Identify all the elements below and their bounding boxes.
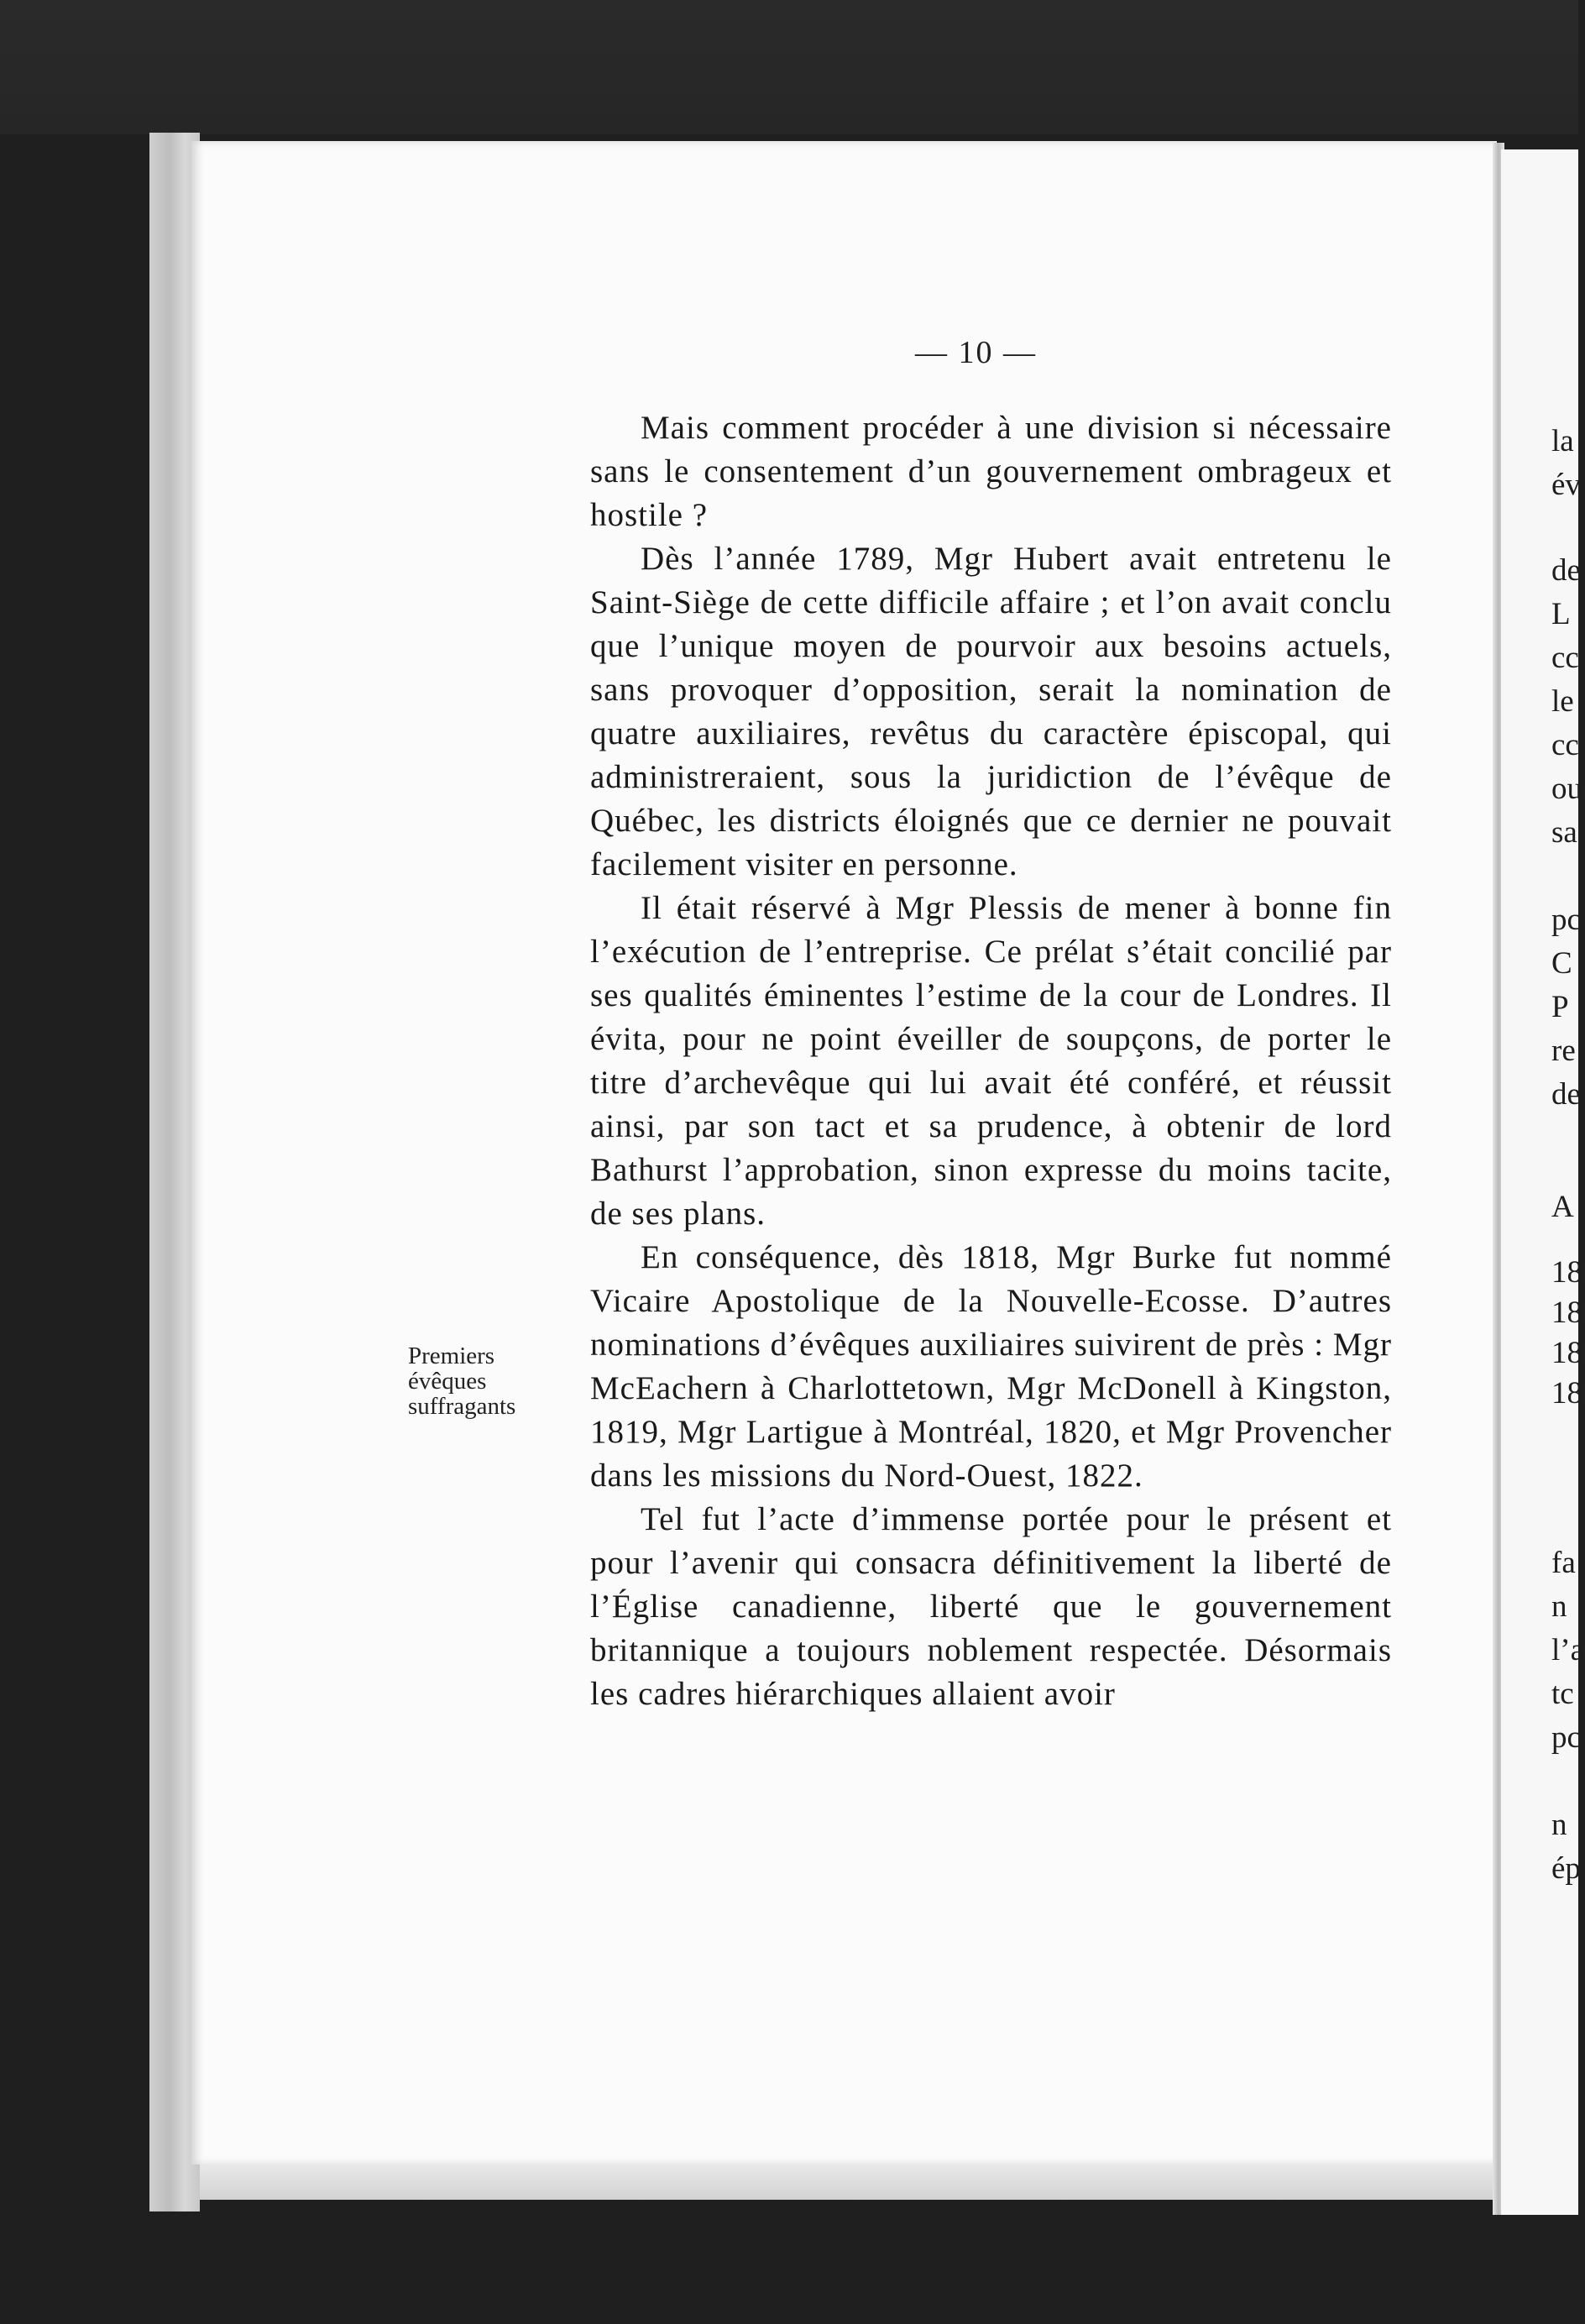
paragraph: Tel fut l’acte d’immense portée pour le présent et pour l’avenir qui consacra définitivement la liberté de l’Église canadienne, liberté que le gouvernement britannique a toujours noblement respectée. Désormais les cadres hiérarchiques allaient avoir xyxy=(590,1501,1392,1712)
fragment: de xyxy=(1551,553,1581,588)
fragment: fa xyxy=(1551,1546,1576,1580)
fragment: ép xyxy=(1551,1851,1581,1886)
fragment: l’a xyxy=(1551,1633,1585,1667)
fragment: ou xyxy=(1551,772,1582,806)
fragment: re xyxy=(1551,1034,1576,1068)
fragment: 18 xyxy=(1551,1336,1582,1370)
fragment: P xyxy=(1551,990,1569,1024)
fragment: pc xyxy=(1551,903,1581,937)
fragment: cc xyxy=(1551,728,1579,762)
page-number: — 10 — xyxy=(915,335,1037,370)
scan-background xyxy=(0,0,1578,134)
body-text xyxy=(590,406,1392,1716)
fragment: pc xyxy=(1551,1720,1581,1755)
fragment: 18 xyxy=(1551,1376,1582,1411)
fragment: de xyxy=(1551,1077,1581,1112)
fragment: la xyxy=(1551,424,1574,458)
paragraph: Il était réservé à Mgr Plessis de mener à bonne fin l’exécution de l’entreprise. Ce prélat s’était concilié par ses qualités éminentes l’estime de la cour de Londres. Il évita, pour ne point éveiller de soupçons, de porter le titre d’archevêque qui lui avait été conféré, et réussit ainsi, par son tact et sa prudence, à obtenir de lord Bathurst l’approbation, sinon expresse du moins tacite, de ses plans. xyxy=(590,890,1392,1232)
margin-note-line: Premiers xyxy=(408,1343,495,1369)
fragment: 18 xyxy=(1551,1295,1582,1330)
margin-note-line: suffragants xyxy=(408,1393,516,1420)
fragment: n xyxy=(1551,1589,1567,1624)
fragment: sa xyxy=(1551,815,1577,850)
fragment: n xyxy=(1551,1808,1567,1842)
paragraph: Mais comment procéder à une division si nécessaire sans le consentement d’un gouvernement ombrageux et hostile ? xyxy=(590,410,1392,533)
fragment: év xyxy=(1551,468,1581,502)
margin-note-line: évêques xyxy=(408,1368,487,1395)
fragment: A xyxy=(1551,1190,1574,1224)
fragment: le xyxy=(1551,684,1574,719)
fragment: 18 xyxy=(1551,1255,1582,1290)
fragment: cc xyxy=(1551,641,1579,675)
fragment: C xyxy=(1551,946,1572,981)
fragment: L xyxy=(1551,597,1571,631)
fragment: tc xyxy=(1551,1677,1574,1711)
paragraph: Dès l’année 1789, Mgr Hubert avait entretenu le Saint-Siège de cette difficile affaire ; et l’on avait conclu que l’unique moyen de pourvoir aux besoins actuels, sans provoquer d’opposition, serait la nomination de quatre auxiliaires, revêtus du caractère épiscopal, qui administreraient, sous la juridiction de l’évêque de Québec, les districts éloignés que ce dernier ne pouvait facilement visiter en personne. xyxy=(590,541,1392,882)
paragraph: En conséquence, dès 1818, Mgr Burke fut nommé Vicaire Apostolique de la Nouvelle-Ecosse. D’autres nominations d’évêques auxiliaires suivirent de près : Mgr McEachern à Charlottetown, Mgr McDonell à Kingston, 1819, Mgr Lartigue à Montréal, 1820, et Mgr Provencher dans les missions du Nord-Ouest, 1822. xyxy=(590,1239,1392,1494)
margin-note xyxy=(408,1343,576,1419)
